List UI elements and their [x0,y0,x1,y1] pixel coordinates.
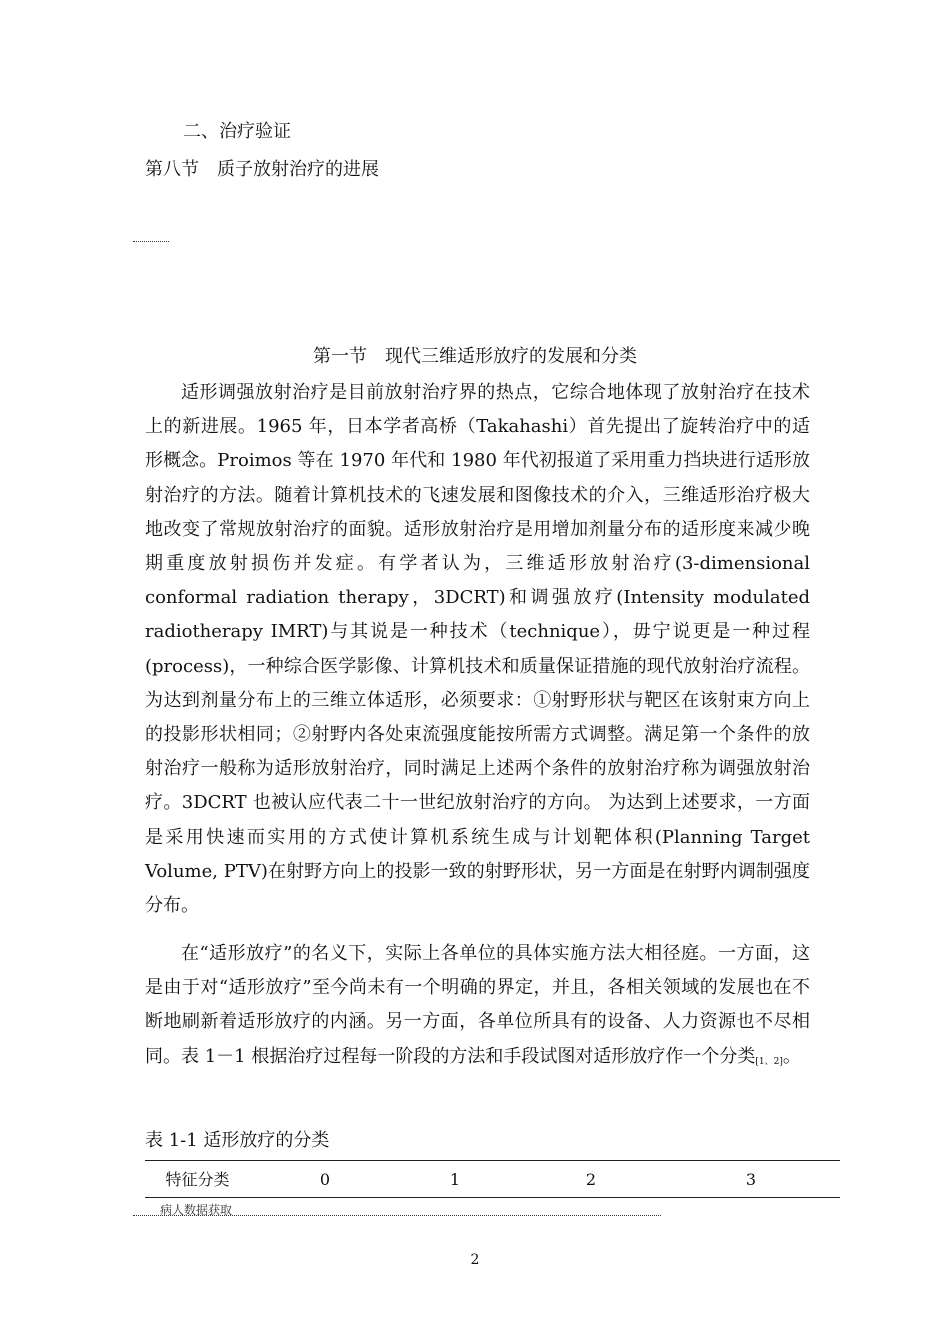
paragraph-classification [145,937,810,1079]
table-header-cell: 特征分类 [165,1170,230,1189]
dotted-separator [133,241,169,242]
page-number: 2 [470,1252,480,1268]
table-caption: 表 1-1 适形放疗的分类 [145,1130,330,1151]
table-header-cell: 1 [449,1170,461,1189]
table-top-rule [145,1160,840,1161]
heading-treatment-verification: 二、治疗验证 [183,121,291,142]
paragraph-classification-end: 。 [782,1045,801,1067]
table-header-cell: 2 [585,1170,597,1189]
dotted-separator-bottom [133,1215,661,1216]
table-header-cell: 3 [745,1170,757,1189]
table-header-rule [145,1197,840,1198]
heading-section-8: 第八节 质子放射治疗的进展 [145,159,379,180]
paragraph-classification-text: 在“适形放疗”的名义下，实际上各单位的具体实施方法大相径庭。一方面，这是由于对“适形放疗”至今尚未有一个明确的界定，并且，各相关领域的发展也在不断地刷新着适形放疗的内涵。另一方面，各单位所具有的设备、人力资源也不尽相同。表 1－1 根据治疗过程每一阶段的方法和手段试图对适形放疗作一个分类 [145,943,810,1067]
paragraph-intro: 适形调强放射治疗是目前放射治疗界的热点，它综合地体现了放射治疗在技术上的新进展。1965 年，日本学者高桥（Takahashi）首先提出了旋转治疗中的适形概念。Proimos 等在 1970 年代和 1980 年代初报道了采用重力挡块进行适形放射治疗的方法。随着计算机技术的飞速发展和图像技术的介入，三维适形治疗极大地改变了常规放射治疗的面貌。适形放射治疗是用增加剂量分布的适形度来减少晚期重度放射损伤并发症。有学者认为，三维适形放射治疗(3-dimensional conformal radiation therapy，3DCRT)和调强放疗(Intensity modulated radiotherapy IMRT)与其说是一种技术（technique），毋宁说更是一种过程(process)，一种综合医学影像、计算机技术和质量保证措施的现代放射治疗流程。 为达到剂量分布上的三维立体适形，必须要求：①射野形状与靶区在该射束方向上的投影形状相同；②射野内各处束流强度能按所需方式调整。满足第一个条件的放射治疗一般称为适形放射治疗，同时满足上述两个条件的放射治疗称为调强放射治疗。3DCRT 也被认应代表二十一世纪放射治疗的方向。 为达到上述要求，一方面是采用快速而实用的方式使计算机系统生成与计划靶体积(Planning Target Volume, PTV)在射野方向上的投影一致的射野形状，另一方面是在射野内调制强度分布。 [145,382,810,917]
table-header-cell: 0 [319,1170,331,1189]
heading-section-1: 第一节 现代三维适形放疗的发展和分类 [313,346,637,367]
citation-ref: [1、2] [755,1056,783,1067]
table-row-label: 病人数据获取 [160,1203,233,1217]
